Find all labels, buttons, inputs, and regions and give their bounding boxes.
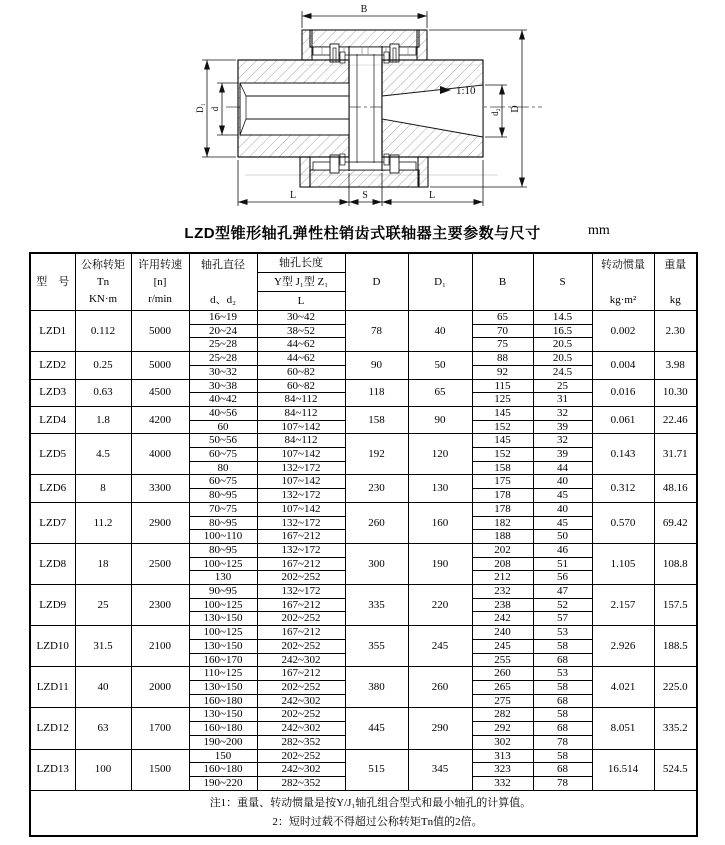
cell-inertia: 0.312 [592,475,654,502]
cell-S: 40 [533,502,592,516]
cell-inertia: 0.570 [592,502,654,543]
bottom-sleeve [300,154,428,187]
cell-model: LZD9 [30,585,75,626]
cell-bore-length: 107~142 [257,475,345,489]
cell-S: 39 [533,448,592,462]
cell-B: 188 [472,530,533,544]
cell-D: 260 [345,502,408,543]
table-row [30,434,697,448]
header-weight [654,253,697,311]
cell-bore-length: 167~212 [257,598,345,612]
cell-S: 57 [533,612,592,626]
header-bore-diameter [189,253,257,311]
cell-inertia: 2.157 [592,585,654,626]
top-sleeve [302,30,427,63]
table-body [30,311,697,791]
cell-B: 208 [472,557,533,571]
cell-bore-length: 107~142 [257,502,345,516]
cell-bore-length: 202~252 [257,680,345,694]
cell-S: 32 [533,406,592,420]
cell-speed: 4200 [131,406,189,433]
cell-model: LZD12 [30,708,75,749]
table-row [30,749,697,763]
cell-bore-diameter: 190~220 [189,776,257,790]
cell-torque: 63 [75,708,131,749]
cell-D1: 130 [408,475,472,502]
header-inertia-title: 转动惯量 [601,258,645,271]
cell-D1: 40 [408,311,472,352]
cell-bore-length: 132~172 [257,543,345,557]
cell-bore-diameter: 130~150 [189,680,257,694]
cell-D: 230 [345,475,408,502]
cell-S: 46 [533,543,592,557]
cell-B: 212 [472,571,533,585]
cell-S: 25 [533,379,592,393]
cell-bore-diameter: 80~95 [189,543,257,557]
cell-inertia: 16.514 [592,749,654,790]
cell-bore-length: 167~212 [257,667,345,681]
cell-S: 14.5 [533,311,592,325]
table-row [30,379,697,393]
cell-bore-length: 242~302 [257,763,345,777]
cell-S: 58 [533,708,592,722]
cell-model: LZD5 [30,434,75,475]
cell-S: 39 [533,420,592,434]
header-bore-length-L: L [257,292,345,311]
cell-torque: 0.63 [75,379,131,406]
header-bore-length: 轴孔长度 [257,253,345,273]
cell-bore-diameter: 130~150 [189,639,257,653]
cell-B: 178 [472,489,533,503]
cell-bore-length: 30~42 [257,311,345,325]
header-speed [131,253,189,311]
cell-S: 44 [533,461,592,475]
cell-bore-diameter: 160~180 [189,763,257,777]
cell-bore-diameter: 130~150 [189,708,257,722]
cell-D1: 220 [408,585,472,626]
cell-B: 175 [472,475,533,489]
cell-model: LZD2 [30,352,75,379]
cell-bore-diameter: 160~180 [189,694,257,708]
cell-S: 68 [533,653,592,667]
cell-torque: 25 [75,585,131,626]
cell-torque: 40 [75,667,131,708]
cell-model: LZD8 [30,543,75,584]
cell-S: 16.5 [533,324,592,338]
cell-D: 300 [345,543,408,584]
cell-D: 118 [345,379,408,406]
cell-bore-length: 167~212 [257,557,345,571]
cell-model: LZD3 [30,379,75,406]
cell-torque: 0.112 [75,311,131,352]
cell-B: 282 [472,708,533,722]
cell-bore-diameter: 80 [189,461,257,475]
dim-label-L-right: L [428,190,436,201]
cell-bore-length: 44~62 [257,338,345,352]
cell-B: 265 [472,680,533,694]
cell-S: 47 [533,585,592,599]
cell-D: 158 [345,406,408,433]
cell-speed: 2900 [131,502,189,543]
cell-S: 50 [533,530,592,544]
cell-S: 53 [533,667,592,681]
cell-B: 232 [472,585,533,599]
header-inertia-unit: kg·m² [609,293,637,306]
header-weight-title: 重量 [664,258,687,271]
cell-bore-length: 132~172 [257,585,345,599]
cell-D: 515 [345,749,408,790]
cell-B: 202 [472,543,533,557]
cell-speed: 2000 [131,667,189,708]
cell-S: 68 [533,763,592,777]
cell-B: 152 [472,420,533,434]
cell-S: 40 [533,475,592,489]
cell-B: 238 [472,598,533,612]
cell-model: LZD13 [30,749,75,790]
cell-inertia: 0.002 [592,311,654,352]
cell-speed: 3300 [131,475,189,502]
header-torque-line2: Tn [96,275,110,288]
table-row [30,475,697,489]
cell-speed: 4500 [131,379,189,406]
table-row [30,311,697,325]
cell-bore-diameter: 130~150 [189,612,257,626]
cell-bore-diameter: 70~75 [189,502,257,516]
cell-weight: 188.5 [654,626,697,667]
cell-bore-diameter: 60~75 [189,448,257,462]
cell-bore-diameter: 130 [189,571,257,585]
cell-weight: 157.5 [654,585,697,626]
note-2: 2：短时过载不得超过公称转矩Tn值的2倍。 [272,815,483,828]
cell-speed: 1700 [131,708,189,749]
cell-torque: 0.25 [75,352,131,379]
cell-inertia: 2.926 [592,626,654,667]
cell-B: 240 [472,626,533,640]
cell-weight: 524.5 [654,749,697,790]
header-speed-line1: 许用转速 [138,258,182,271]
notes-cell [30,790,697,836]
cell-bore-length: 202~252 [257,571,345,585]
cell-bore-diameter: 25~28 [189,352,257,366]
cell-S: 58 [533,749,592,763]
cell-bore-length: 202~252 [257,612,345,626]
cell-torque: 31.5 [75,626,131,667]
cell-bore-diameter: 100~110 [189,530,257,544]
table-row [30,585,697,599]
cell-D: 355 [345,626,408,667]
cell-weight: 2.30 [654,311,697,352]
cell-bore-diameter: 100~125 [189,598,257,612]
cell-bore-length: 202~252 [257,749,345,763]
cell-bore-diameter: 40~42 [189,393,257,407]
table-row [30,502,697,516]
cell-bore-diameter: 90~95 [189,585,257,599]
cell-S: 20.5 [533,352,592,366]
cell-bore-diameter: 30~32 [189,365,257,379]
cell-D1: 90 [408,406,472,433]
cell-model: LZD7 [30,502,75,543]
cell-weight: 48.16 [654,475,697,502]
cell-D1: 245 [408,626,472,667]
cell-B: 152 [472,448,533,462]
cell-bore-diameter: 20~24 [189,324,257,338]
cell-S: 24.5 [533,365,592,379]
table-row [30,543,697,557]
cell-B: 242 [472,612,533,626]
cell-bore-length: 107~142 [257,420,345,434]
cell-D1: 260 [408,667,472,708]
cell-bore-diameter: 40~56 [189,406,257,420]
table-notes [30,790,697,836]
cell-inertia: 0.004 [592,352,654,379]
header-speed-line3: r/min [148,292,172,305]
cell-bore-diameter: 60~75 [189,475,257,489]
cell-S: 45 [533,516,592,530]
cell-B: 255 [472,653,533,667]
title-row [0,222,725,246]
header-bore-diameter-title: 轴孔直径 [201,258,245,271]
dim-B [302,4,427,28]
cell-D1: 290 [408,708,472,749]
cell-speed: 2500 [131,543,189,584]
cell-torque: 4.5 [75,434,131,475]
cell-D1: 65 [408,379,472,406]
cell-model: LZD6 [30,475,75,502]
cell-D: 78 [345,311,408,352]
header-B: B [472,253,533,311]
table-row [30,352,697,366]
cell-speed: 1500 [131,749,189,790]
cell-S: 78 [533,735,592,749]
cell-inertia: 0.016 [592,379,654,406]
cell-weight: 108.8 [654,543,697,584]
header-D: D [345,253,408,311]
cell-D: 380 [345,667,408,708]
header-weight-unit: kg [669,293,681,306]
dim-label-S: S [362,190,368,201]
dim-d [210,83,238,135]
cell-D: 445 [345,708,408,749]
cell-bore-length: 167~212 [257,626,345,640]
cell-S: 58 [533,680,592,694]
cell-D1: 50 [408,352,472,379]
cell-speed: 2100 [131,626,189,667]
cell-bore-length: 60~82 [257,379,345,393]
table-row [30,667,697,681]
cell-model: LZD1 [30,311,75,352]
dim-d2 [485,85,507,137]
cell-bore-length: 60~82 [257,365,345,379]
cell-B: 70 [472,324,533,338]
cell-bore-length: 84~112 [257,434,345,448]
cell-D: 335 [345,585,408,626]
cell-D: 90 [345,352,408,379]
cell-bore-length: 107~142 [257,448,345,462]
cell-bore-diameter: 60 [189,420,257,434]
cell-bore-length: 132~172 [257,516,345,530]
header-bore-length-types: Y型 J₁型 Z₁ [257,273,345,292]
cell-bore-diameter: 80~95 [189,516,257,530]
taper-label: 1:10 [456,85,476,97]
cell-S: 32 [533,434,592,448]
cell-B: 275 [472,694,533,708]
cell-speed: 4000 [131,434,189,475]
cell-bore-length: 282~352 [257,776,345,790]
cell-torque: 100 [75,749,131,790]
cell-bore-diameter: 160~170 [189,653,257,667]
table-row [30,406,697,420]
cell-weight: 31.71 [654,434,697,475]
cell-S: 52 [533,598,592,612]
cell-weight: 22.46 [654,406,697,433]
cell-bore-diameter: 160~180 [189,722,257,736]
cell-inertia: 8.051 [592,708,654,749]
cell-weight: 3.98 [654,352,697,379]
cell-speed: 5000 [131,352,189,379]
left-hub [238,60,349,157]
cell-bore-length: 132~172 [257,489,345,503]
cell-bore-length: 202~252 [257,639,345,653]
cell-weight: 10.30 [654,379,697,406]
cell-B: 302 [472,735,533,749]
dim-label-d2: d₂ [490,108,500,116]
cell-S: 78 [533,776,592,790]
cell-S: 51 [533,557,592,571]
cell-B: 125 [472,393,533,407]
dim-label-B: B [360,4,368,15]
cell-bore-diameter: 16~19 [189,311,257,325]
cell-B: 260 [472,667,533,681]
cell-weight: 225.0 [654,667,697,708]
cell-weight: 335.2 [654,708,697,749]
cell-bore-length: 38~52 [257,324,345,338]
cell-B: 292 [472,722,533,736]
cell-B: 88 [472,352,533,366]
unit-label: mm [588,223,610,238]
dim-label-d: d [210,106,220,112]
cell-bore-length: 132~172 [257,461,345,475]
cell-bore-length: 84~112 [257,406,345,420]
right-hub [382,60,483,157]
table-header [30,253,697,311]
coupling-drawing-svg [0,0,725,220]
cell-torque: 8 [75,475,131,502]
dim-label-D1: D₁ [195,103,205,113]
dim-label-D: D [510,105,521,113]
cell-D1: 345 [408,749,472,790]
cell-S: 53 [533,626,592,640]
dim-label-L-left: L [289,190,297,201]
cell-B: 75 [472,338,533,352]
table-row [30,626,697,640]
cell-bore-diameter: 25~28 [189,338,257,352]
cell-S: 56 [533,571,592,585]
cell-bore-diameter: 190~200 [189,735,257,749]
cell-B: 178 [472,502,533,516]
header-torque-line1: 公称转矩 [81,258,125,271]
cell-bore-diameter: 30~38 [189,379,257,393]
coupling-section-drawing [0,0,725,220]
header-model: 型 号 [30,253,75,311]
cell-B: 182 [472,516,533,530]
header-torque [75,253,131,311]
cell-bore-length: 242~302 [257,722,345,736]
cell-torque: 18 [75,543,131,584]
cell-B: 145 [472,406,533,420]
cell-bore-length: 242~302 [257,694,345,708]
cell-bore-diameter: 150 [189,749,257,763]
parameter-table [29,252,698,837]
cell-B: 92 [472,365,533,379]
header-bore-diameter-symbols: d、d₂ [210,293,236,306]
cell-B: 65 [472,311,533,325]
cell-S: 68 [533,694,592,708]
note-1: 注1：重量、转动惯量是按Y/J₁轴孔组合型式和最小轴孔的计算值。 [209,796,532,809]
cell-speed: 2300 [131,585,189,626]
header-speed-line2: [n] [153,275,167,288]
cell-bore-length: 84~112 [257,393,345,407]
cell-B: 313 [472,749,533,763]
cell-inertia: 1.105 [592,543,654,584]
cell-inertia: 0.143 [592,434,654,475]
cell-S: 31 [533,393,592,407]
cell-model: LZD10 [30,626,75,667]
page-title: LZD型锥形轴孔弹性柱销齿式联轴器主要参数与尺寸 [184,225,541,242]
cell-bore-diameter: 100~125 [189,626,257,640]
cell-D: 192 [345,434,408,475]
cell-model: LZD4 [30,406,75,433]
cell-D1: 120 [408,434,472,475]
header-torque-line3: KN·m [88,292,118,305]
cell-inertia: 0.061 [592,406,654,433]
cell-bore-diameter: 100~125 [189,557,257,571]
cell-bore-length: 282~352 [257,735,345,749]
header-S: S [533,253,592,311]
cell-S: 68 [533,722,592,736]
cell-model: LZD11 [30,667,75,708]
cell-S: 58 [533,639,592,653]
header-D1: D₁ [408,253,472,311]
cell-torque: 11.2 [75,502,131,543]
cell-D1: 160 [408,502,472,543]
cell-bore-diameter: 50~56 [189,434,257,448]
cell-S: 45 [533,489,592,503]
cell-B: 158 [472,461,533,475]
header-inertia [592,253,654,311]
cell-speed: 5000 [131,311,189,352]
cell-bore-diameter: 80~95 [189,489,257,503]
cell-bore-length: 44~62 [257,352,345,366]
cell-bore-length: 242~302 [257,653,345,667]
cell-bore-length: 202~252 [257,708,345,722]
table-row [30,708,697,722]
cell-bore-diameter: 110~125 [189,667,257,681]
cell-D1: 190 [408,543,472,584]
cell-weight: 69.42 [654,502,697,543]
cell-S: 20.5 [533,338,592,352]
cell-B: 115 [472,379,533,393]
cell-torque: 1.8 [75,406,131,433]
cell-inertia: 4.021 [592,667,654,708]
cell-bore-length: 167~212 [257,530,345,544]
cell-B: 323 [472,763,533,777]
cell-B: 332 [472,776,533,790]
cell-B: 145 [472,434,533,448]
cell-B: 245 [472,639,533,653]
